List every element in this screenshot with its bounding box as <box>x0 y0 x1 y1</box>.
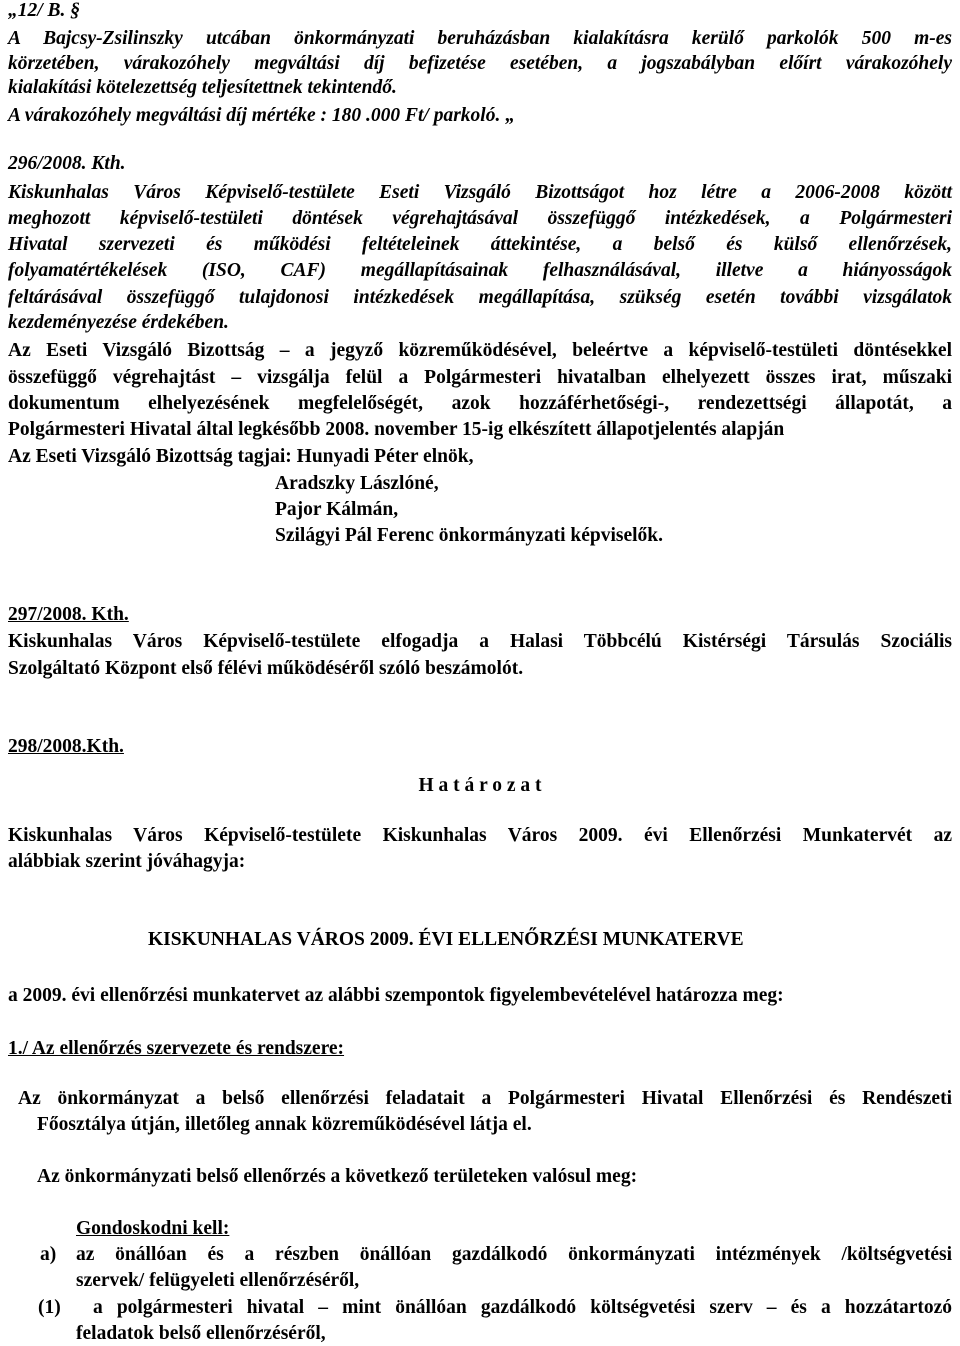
list-item-text: feladatok belső ellenőrzéséről, <box>76 1323 326 1344</box>
text-line: Kiskunhalas Város Képviselő-testülete Kiskunhalas Város 2009. évi Ellenőrzési Munkatervét az <box>8 825 952 846</box>
plan-title: KISKUNHALAS VÁROS 2009. ÉVI ELLENŐRZÉSI MUNKATERVE <box>148 929 744 950</box>
member-name: Szilágyi Pál Ferenc önkormányzati képviselők. <box>275 525 664 546</box>
member-name: Pajor Kálmán, <box>275 499 399 520</box>
member-name: Aradszky Lászlóné, <box>275 473 439 494</box>
list-label: (1) <box>38 1297 61 1318</box>
text-line: összefüggő végrehajtást – vizsgálja felül a Polgármesteri hivatalban elhelyezett összes irat, műszaki <box>8 367 952 388</box>
text-line: körzetében, várakozóhely megváltási díj befizetése esetében, a jogszabályban előírt várakozóhely <box>8 53 952 74</box>
text-line: Az önkormányzat a belső ellenőrzési feladatait a Polgármesteri Hivatal Ellenőrzési és Rendészeti <box>18 1088 952 1109</box>
text-line: Hivatal szervezeti és működési feltételeinek áttekintése, a belső és külső ellenőrzések, <box>8 234 952 255</box>
section-heading: „12/ B. § <box>8 0 81 21</box>
text-line: A várakozóhely megváltási díj mértéke : 180 .000 Ft/ parkoló. „ <box>8 105 515 126</box>
resolution-number: 296/2008. Kth. <box>8 153 126 174</box>
text-line: Az Eseti Vizsgáló Bizottság – a jegyző közreműködésével, beleértve a képviselő-testületi döntésekkel <box>8 340 952 361</box>
text-line: Kiskunhalas Város Képviselő-testülete Eseti Vizsgáló Bizottságot hoz létre a 2006-2008 között <box>8 182 952 203</box>
text-line: Szolgáltató Központ első félévi működéséről szóló beszámolót. <box>8 658 524 679</box>
text-line: Főosztálya útján, illetőleg annak közreműködésével látja el. <box>37 1114 532 1135</box>
list-item-text: a polgármesteri hivatal – mint önállóan gazdálkodó költségvetési szerv – és a hozzátartozó <box>93 1297 952 1318</box>
subheading: Gondoskodni kell: <box>76 1218 230 1239</box>
list-item-text: az önállóan és a részben önállóan gazdálkodó önkormányzati intézmények /költségvetési <box>76 1244 952 1265</box>
point-heading-text: 1./ Az ellenőrzés szervezete és rendszere: <box>8 1038 345 1059</box>
text-line: Kiskunhalas Város Képviselő-testülete elfogadja a Halasi Többcélú Kistérségi Társulás Szociális <box>8 631 952 652</box>
text-line: A Bajcsy-Zsilinszky utcában önkormányzati beruházásban kialakításra kerülő parkolók 500 m-es <box>8 28 952 49</box>
resolution-number: 297/2008. Kth. <box>8 604 129 625</box>
text-line: meghozott képviselő-testületi döntések végrehajtásával összefüggő intézkedések, a Polgármesteri <box>8 208 952 229</box>
list-label: a) <box>40 1244 57 1265</box>
text-line: dokumentum elhelyezésének megfelelőségét, azok hozzáférhetőségi-, rendezettségi állapotát, a <box>8 393 952 414</box>
point-heading <box>8 1037 344 1061</box>
resolution-number: 298/2008.Kth. <box>8 736 124 757</box>
plan-intro: a 2009. évi ellenőrzési munkatervet az alábbi szempontok figyelembevételével határozza meg: <box>8 985 784 1006</box>
text-line: kezdeményezése érdekében. <box>8 312 229 333</box>
text-line: Polgármesteri Hivatal által legkésőbb 2008. november 15-ig elkészített állapotjelentés alapján <box>8 419 785 440</box>
text-line: kialakítási kötelezettség teljesítettnek tekintendő. <box>8 77 397 98</box>
text-line: feltárásával összefüggő tulajdonosi intézkedések megállapítása, szükség esetén további vizsgálatok <box>8 287 952 308</box>
resolution-title: H a t á r o z a t <box>418 775 542 796</box>
text-line: alábbiak szerint jóváhagyja: <box>8 851 246 872</box>
text-line: folyamatértékelések (ISO, CAF) megállapításainak felhasználásával, illetve a hiányosságok <box>8 260 952 281</box>
text-line: Az önkormányzati belső ellenőrzés a következő területeken valósul meg: <box>37 1166 638 1187</box>
text-line: Az Eseti Vizsgáló Bizottság tagjai: Hunyadi Péter elnök, <box>8 446 474 467</box>
list-item-text: szervek/ felügyeleti ellenőrzéséről, <box>76 1270 360 1291</box>
